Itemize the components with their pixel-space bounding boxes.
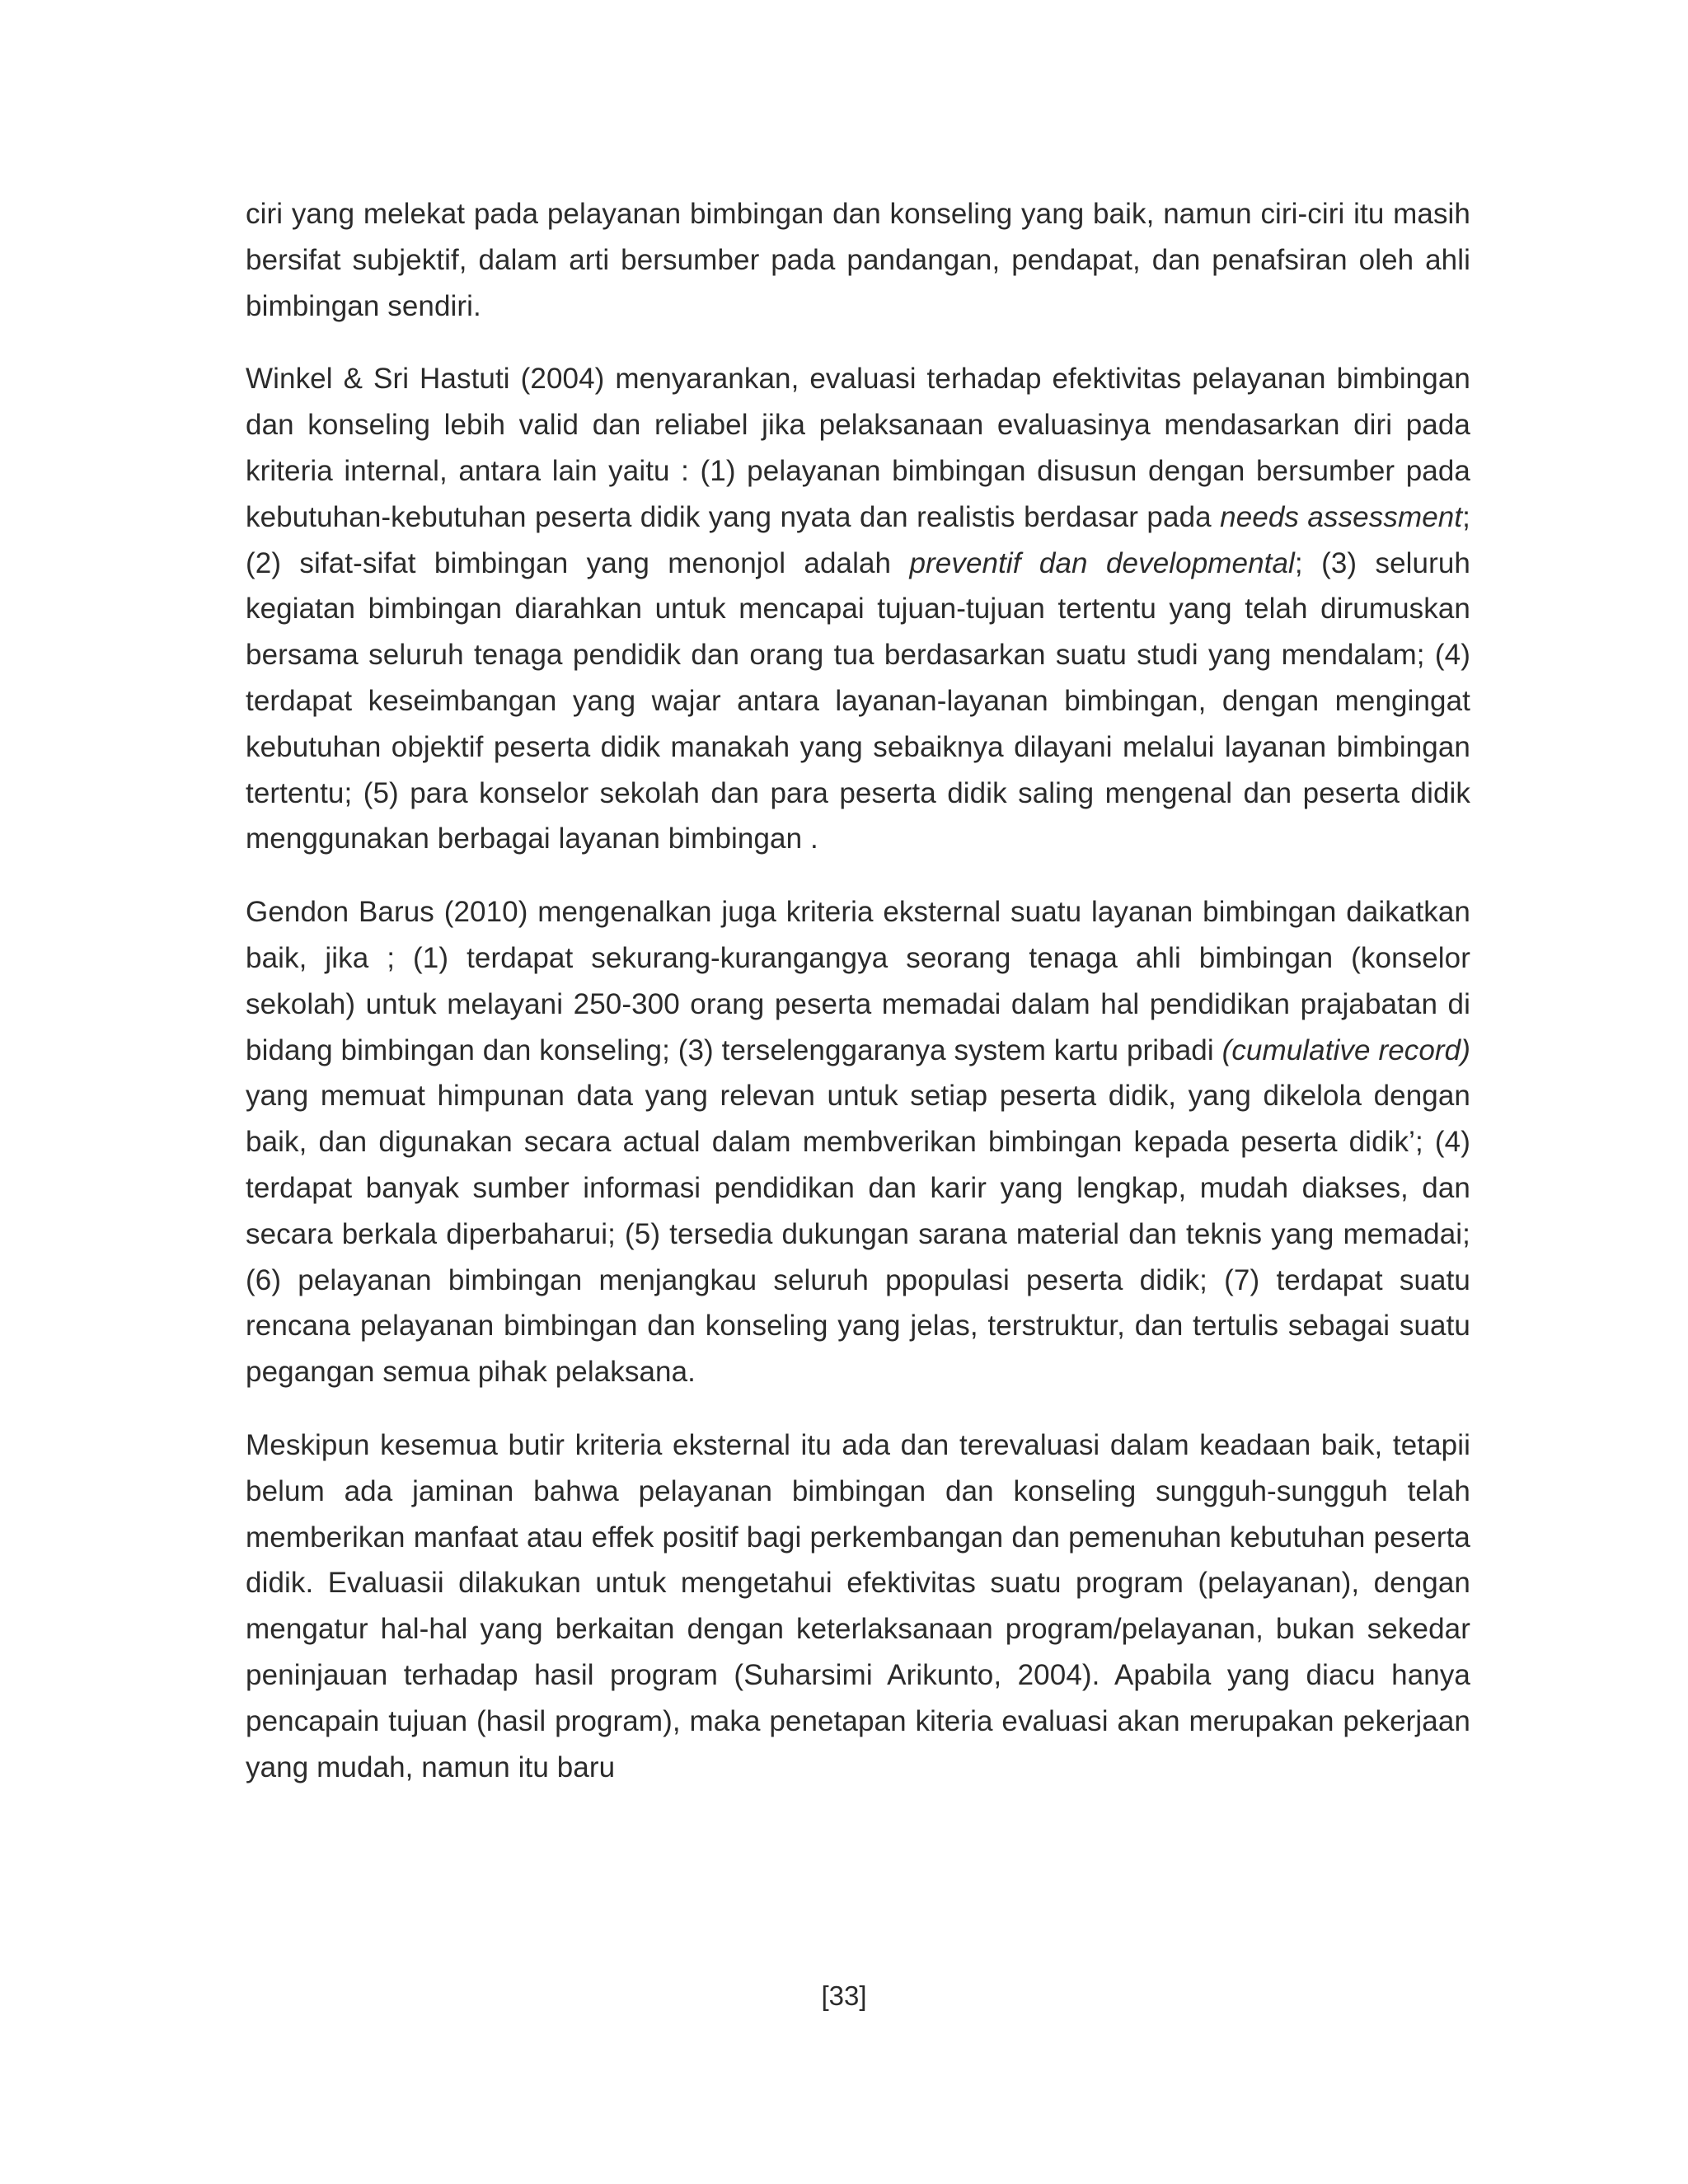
paragraph-2	[246, 356, 1470, 862]
paragraph-text: ; (3) seluruh kegiatan bimbingan diarahkan untuk mencapai tujuan-tujuan tertentu yang telah dirumuskan bersama seluruh tenaga pendidik dan orang tua berdasarkan suatu studi yang mendalam; (4) terdapat keseimbangan yang wajar antara layanan-layanan bimbingan, dengan mengingat kebutuhan objektif peserta didik manakah yang sebaiknya dilayani melalui layanan bimbingan tertentu; (5) para konselor sekolah dan para peserta didik saling mengenal dan peserta didik menggunakan berbagai layanan bimbingan .	[246, 546, 1470, 855]
paragraph-3	[246, 889, 1470, 1395]
italic-term: (cumulative record)	[1221, 1033, 1471, 1066]
paragraph-1	[246, 191, 1470, 329]
page-number: [33]	[821, 1980, 867, 2011]
paragraph-text: ciri yang melekat pada pelayanan bimbingan dan konseling yang baik, namun ciri-ciri itu masih bersifat subjektif, dalam arti bersumber pada pandangan, pendapat, dan penafsiran oleh ahli bimbingan sendiri.	[246, 198, 1470, 322]
paragraph-4	[246, 1422, 1470, 1790]
italic-term: preventif dan developmental	[909, 546, 1295, 579]
paragraph-text: yang memuat himpunan data yang relevan untuk setiap peserta didik, yang dikelola dengan baik, dan digunakan secara actual dalam membverikan bimbingan kepada peserta didik’; (4) terdapat banyak sumber informasi pendidikan dan karir yang lengkap, mudah diakses, dan secara berkala diperbaharui; (5) tersedia dukungan sarana material dan teknis yang memadai; (6) pelayanan bimbingan menjangkau seluruh ppopulasi peserta didik; (7) terdapat suatu rencana pelayanan bimbingan dan konseling yang jelas, terstruktur, dan tertulis sebagai suatu pegangan semua pihak pelaksana.	[246, 1080, 1470, 1389]
paragraph-text: ; (2) sifat-sifat bimbingan yang menonjol adalah	[246, 500, 1470, 579]
paragraph-text: Gendon Barus (2010) mengenalkan juga kriteria eksternal suatu layanan bimbingan daikatkan baik, jika ; (1) terdapat sekurang-kurangangya seorang tenaga ahli bimbingan (konselor sekolah) untuk melayani 250-300 orang peserta memadai dalam hal pendidikan prajabatan di bidang bimbingan dan konseling; (3) terselenggaranya system kartu pribadi	[246, 896, 1470, 1066]
page-body	[246, 191, 1470, 1817]
italic-term: needs assessment	[1220, 500, 1463, 533]
paragraph-text: Meskipun kesemua butir kriteria eksternal itu ada dan terevaluasi dalam keadaan baik, tetapii belum ada jaminan bahwa pelayanan bimbingan dan konseling sungguh-sungguh telah memberikan manfaat atau effek positif bagi perkembangan dan pemenuhan kebutuhan peserta didik. Evaluasii dilakukan untuk mengetahui efektivitas suatu program (pelayanan), dengan mengatur hal-hal yang berkaitan dengan keterlaksanaan program/pelayanan, bukan sekedar peninjauan terhadap hasil program (Suharsimi Arikunto, 2004). Apabila yang diacu hanya pencapain tujuan (hasil program), maka penetapan kiteria evaluasi akan merupakan pekerjaan yang mudah, namun itu baru	[246, 1428, 1470, 1783]
paragraph-text: Winkel & Sri Hastuti (2004) menyarankan, evaluasi terhadap efektivitas pelayanan bimbingan dan konseling lebih valid dan reliabel jika pelaksanaan evaluasinya mendasarkan diri pada kriteria internal, antara lain yaitu : (1) pelayanan bimbingan disusun dengan bersumber pada kebutuhan-kebutuhan peserta didik yang nyata dan realistis berdasar pada	[246, 363, 1470, 533]
